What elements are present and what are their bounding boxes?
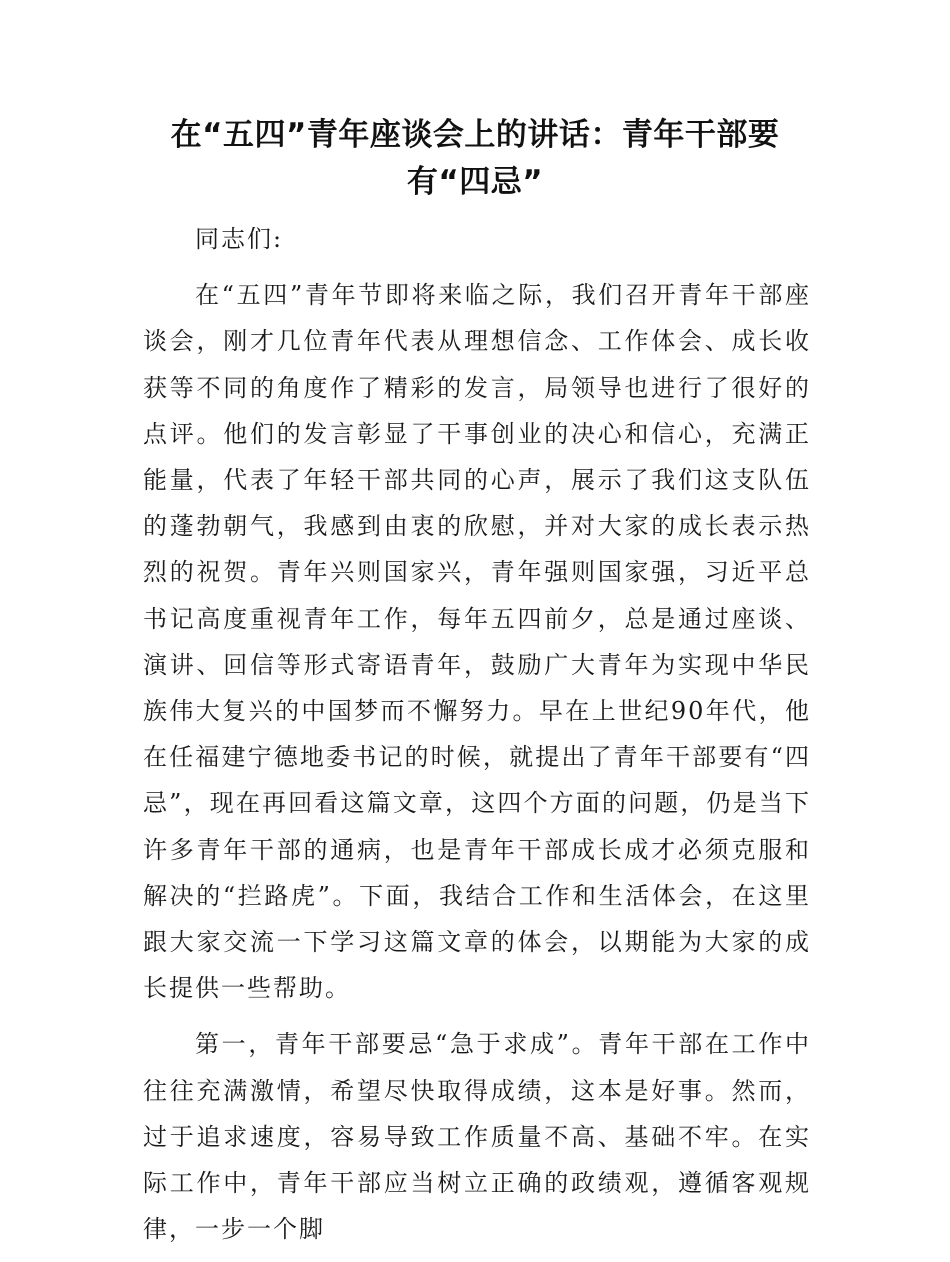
document-body [143, 216, 811, 1262]
paragraph-first-point: 第一，青年干部要忌“急于求成”。青年干部在工作中往往充满激情，希望尽快取得成绩，这本是好事。然而，过于追求速度，容易导致工作质量不高、基础不牢。在实际工作中，青年干部应当树立正确的政绩观，遵循客观规律，一步一个脚 [143, 1030, 811, 1244]
paragraph-intro: 在“五四”青年节即将来临之际，我们召开青年干部座谈会，刚才几位青年代表从理想信念、工作体会、成长收获等不同的角度作了精彩的发言，局领导也进行了很好的点评。他们的发言彰显了干事创业的决心和信心，充满正能量，代表了年轻干部共同的心声，展示了我们这支队伍的蓬勃朝气，我感到由衷的欣慰，并对大家的成长表示热烈的祝贺。青年兴则国家兴，青年强则国家强，习近平总书记高度重视青年工作，每年五四前夕，总是通过座谈、演讲、回信等形式寄语青年，鼓励广大青年为实现中华民族伟大复兴的中国梦而不懈努力。早在上世纪90年代，他在任福建宁德地委书记的时候，就提出了青年干部要有“四忌”，现在再回看这篇文章，这四个方面的问题，仍是当下许多青年干部的通病，也是青年干部成长成才必须克服和解决的“拦路虎”。下面，我结合工作和生活体会，在这里跟大家交流一下学习这篇文章的体会，以期能为大家的成长提供一些帮助。 [143, 281, 811, 1003]
salutation: 同志们: [195, 225, 284, 253]
document-title: 在“五四”青年座谈会上的讲话：青年干部要有“四忌” [170, 117, 780, 200]
